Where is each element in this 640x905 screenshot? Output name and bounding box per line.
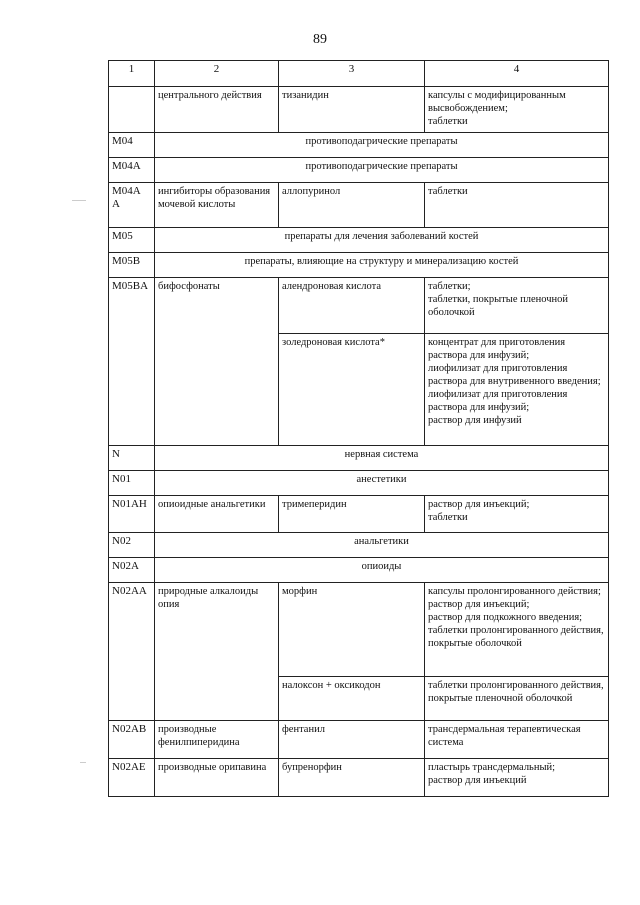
drug-name-cell: морфин — [279, 583, 425, 677]
page-number: 89 — [313, 32, 327, 47]
drug-name-cell: бупренорфин — [279, 759, 425, 797]
scan-mark — [72, 200, 86, 201]
drug-name-cell: тизанидин — [279, 87, 425, 133]
pharm-group-cell: центрального действия — [155, 87, 279, 133]
dosage-form-cell: трансдермальная терапевтическая система — [425, 721, 609, 759]
table-row — [109, 583, 609, 677]
table-row — [109, 471, 609, 496]
group-title-cell: препараты, влияющие на структуру и минерализацию костей — [155, 253, 609, 278]
atc-code-cell: M05 — [109, 228, 155, 253]
column-header: 2 — [155, 61, 279, 87]
atc-code-cell: M04 — [109, 133, 155, 158]
dosage-form-cell: пластырь трансдермальный; раствор для инъекций — [425, 759, 609, 797]
group-title-cell: нервная система — [155, 446, 609, 471]
column-header: 3 — [279, 61, 425, 87]
atc-code-cell: N02 — [109, 533, 155, 558]
table-row — [109, 446, 609, 471]
drug-name-cell: золедроновая кислота* — [279, 334, 425, 446]
group-title-cell: анальгетики — [155, 533, 609, 558]
atc-code-cell: M04A A — [109, 183, 155, 228]
group-title-cell: анестетики — [155, 471, 609, 496]
table-row — [109, 721, 609, 759]
atc-code-cell: M05BA — [109, 278, 155, 446]
atc-code-cell — [109, 87, 155, 133]
drug-name-cell: налоксон + оксикодон — [279, 677, 425, 721]
table-header-row — [109, 61, 609, 87]
atc-code-cell: N02AB — [109, 721, 155, 759]
atc-code-cell: N01AH — [109, 496, 155, 533]
group-title-cell: опиоиды — [155, 558, 609, 583]
table-row — [109, 158, 609, 183]
table-row — [109, 87, 609, 133]
drug-name-cell: тримеперидин — [279, 496, 425, 533]
dosage-form-cell: капсулы пролонгированного действия; раствор для инъекций; раствор для подкожного введения; таблетки пролонгированного действия, покрытые оболочкой — [425, 583, 609, 677]
scan-mark — [80, 762, 86, 763]
atc-code-cell: N02AE — [109, 759, 155, 797]
table-row — [109, 759, 609, 797]
medication-table — [108, 60, 609, 797]
group-title-cell: противоподагрические препараты — [155, 133, 609, 158]
table-row — [109, 253, 609, 278]
table-row — [109, 496, 609, 533]
atc-code-cell: N — [109, 446, 155, 471]
dosage-form-cell: капсулы с модифицированным высвобождением; таблетки — [425, 87, 609, 133]
dosage-form-cell: раствор для инъекций; таблетки — [425, 496, 609, 533]
column-header: 4 — [425, 61, 609, 87]
atc-code-cell: N01 — [109, 471, 155, 496]
table-row — [109, 533, 609, 558]
dosage-form-cell: таблетки — [425, 183, 609, 228]
drug-name-cell: алендроновая кислота — [279, 278, 425, 334]
pharm-group-cell: опиоидные анальгетики — [155, 496, 279, 533]
table-row — [109, 278, 609, 334]
group-title-cell: препараты для лечения заболеваний костей — [155, 228, 609, 253]
pharm-group-cell: ингибиторы образования мочевой кислоты — [155, 183, 279, 228]
table-row — [109, 558, 609, 583]
pharm-group-cell: производные орипавина — [155, 759, 279, 797]
table-row — [109, 183, 609, 228]
atc-code-cell: N02A — [109, 558, 155, 583]
group-title-cell: противоподагрические препараты — [155, 158, 609, 183]
atc-code-cell: M04A — [109, 158, 155, 183]
column-header: 1 — [109, 61, 155, 87]
drug-name-cell: аллопуринол — [279, 183, 425, 228]
pharm-group-cell: природные алкалоиды опия — [155, 583, 279, 721]
atc-code-cell: N02AA — [109, 583, 155, 721]
table-row — [109, 228, 609, 253]
pharm-group-cell: производные фенилпиперидина — [155, 721, 279, 759]
dosage-form-cell: таблетки пролонгированного действия, покрытые пленочной оболочкой — [425, 677, 609, 721]
pharm-group-cell: бифосфонаты — [155, 278, 279, 446]
table-row — [109, 133, 609, 158]
dosage-form-cell: концентрат для приготовления раствора для инфузий; лиофилизат для приготовления раствора для внутривенного введения; лиофилизат для приготовления раствора для инфузий; раствор для инфузий — [425, 334, 609, 446]
dosage-form-cell: таблетки; таблетки, покрытые пленочной оболочкой — [425, 278, 609, 334]
drug-name-cell: фентанил — [279, 721, 425, 759]
atc-code-cell: M05B — [109, 253, 155, 278]
